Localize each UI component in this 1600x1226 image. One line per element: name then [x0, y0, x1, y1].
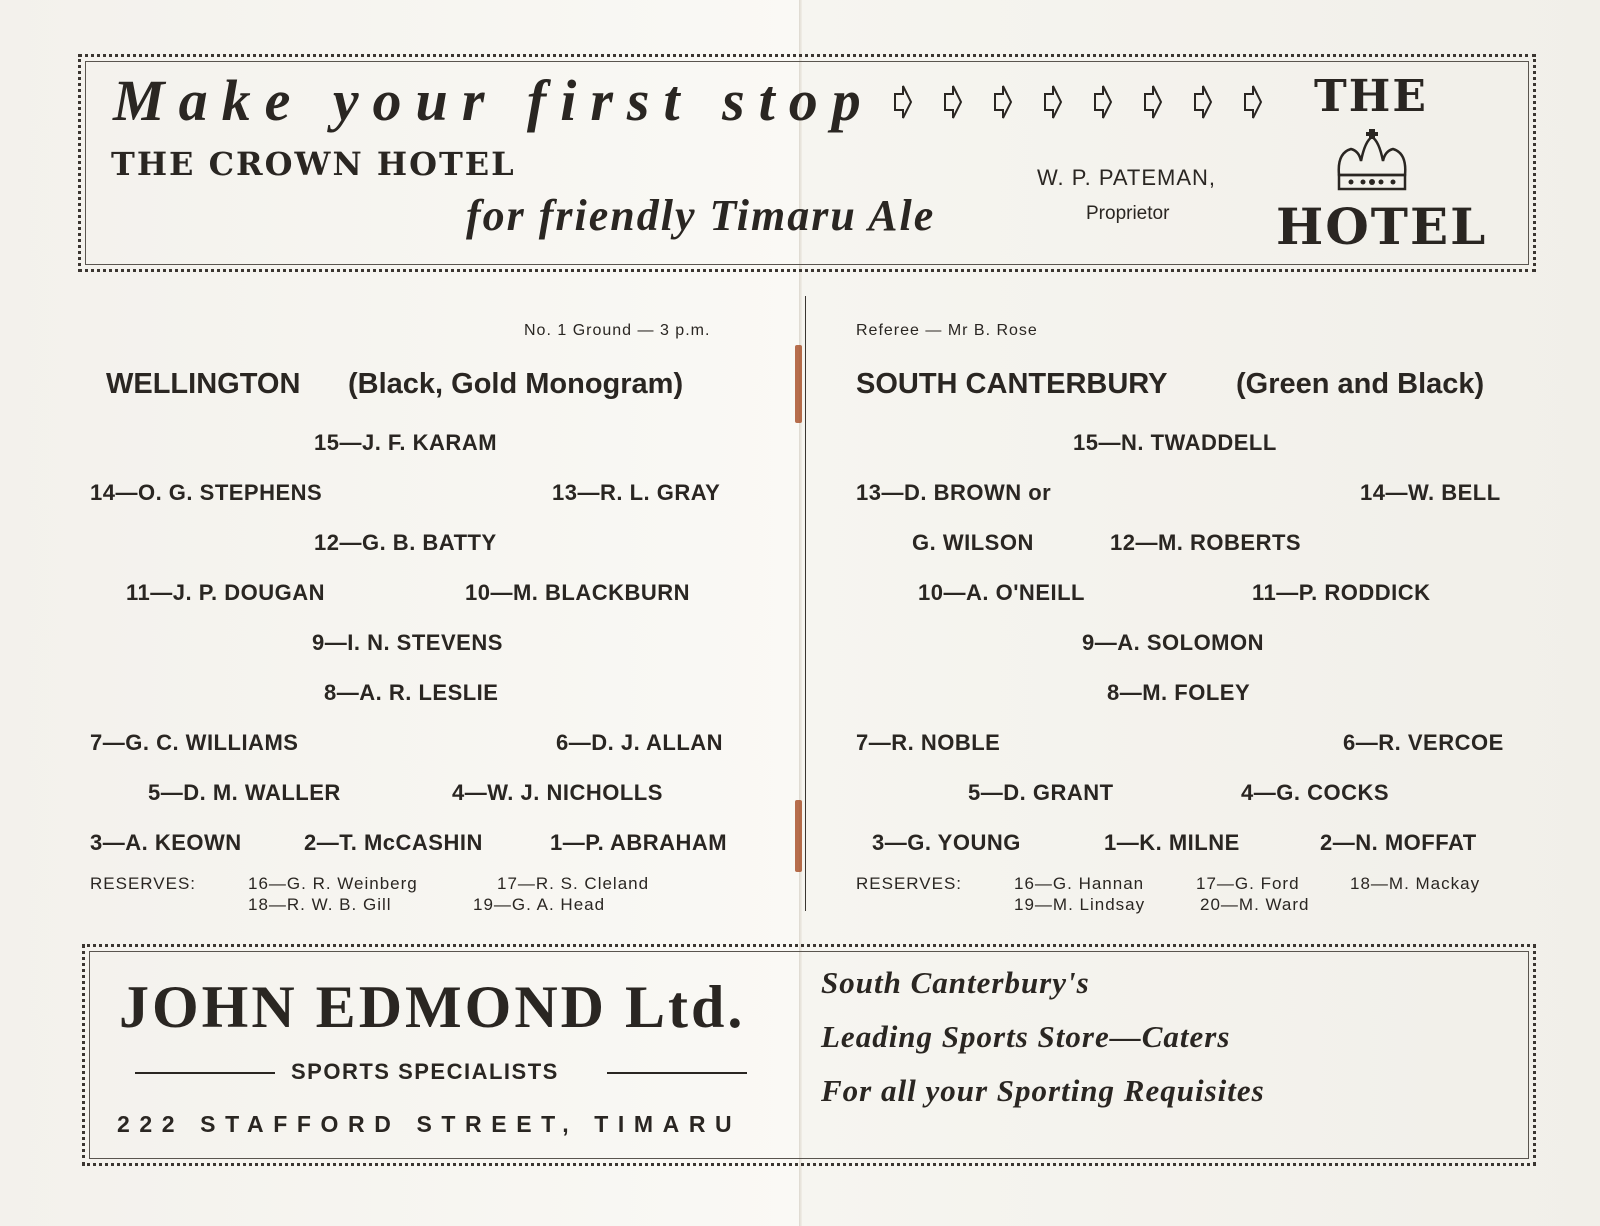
south-canterbury-player: 4—G. COCKS — [1241, 780, 1390, 805]
wellington-player: 7—G. C. WILLIAMS — [90, 730, 299, 755]
wellington-player: 13—R. L. GRAY — [552, 480, 721, 505]
ad-line-3: For all your Sporting Requisites — [821, 1073, 1265, 1108]
wellington-player: 8—A. R. LESLIE — [324, 680, 499, 705]
wellington-reserve: 18—R. W. B. Gill — [248, 895, 392, 914]
arrow-right-outline-icon — [1243, 83, 1263, 121]
proprietor-title: Proprietor — [1086, 203, 1170, 224]
wellington-player: 9—I. N. STEVENS — [312, 630, 503, 655]
crown-icon — [1333, 127, 1411, 195]
specialty-row — [135, 1059, 747, 1085]
south-canterbury-player: 5—D. GRANT — [968, 780, 1114, 805]
south-canterbury-player: 13—D. BROWN or — [856, 480, 1052, 505]
ad-line-1: South Canterbury's — [821, 965, 1090, 1000]
south-canterbury-player: 1—K. MILNE — [1104, 830, 1240, 855]
south-canterbury-player: 8—M. FOLEY — [1107, 680, 1251, 705]
arrow-right-outline-icon — [943, 83, 963, 121]
south-canterbury-player: 7—R. NOBLE — [856, 730, 1001, 755]
rule-left — [135, 1072, 275, 1074]
south-canterbury-player: 11—P. RODDICK — [1252, 580, 1431, 605]
arrow-right-outline-icon — [1193, 83, 1213, 121]
wellington-team-name: WELLINGTON — [106, 368, 301, 400]
south-canterbury-player: G. WILSON — [912, 530, 1034, 555]
wellington-player: 11—J. P. DOUGAN — [126, 580, 326, 605]
centre-divider — [805, 296, 806, 911]
south-canterbury-reserves-label: RESERVES: — [856, 874, 963, 893]
wellington-player: 15—J. F. KARAM — [314, 430, 498, 455]
staple-bottom — [795, 800, 802, 872]
south-canterbury-player: 6—R. VERCOE — [1343, 730, 1504, 755]
south-canterbury-player: 12—M. ROBERTS — [1110, 530, 1302, 555]
arrow-right-outline-icon — [993, 83, 1013, 121]
south-canterbury-player: 2—N. MOFFAT — [1320, 830, 1477, 855]
south-canterbury-player: 15—N. TWADDELL — [1073, 430, 1277, 455]
specialty-label: SPORTS SPECIALISTS — [291, 1059, 559, 1084]
arrow-right-outline-icon — [893, 83, 913, 121]
hotel-name: THE CROWN HOTEL — [111, 145, 516, 183]
rule-right — [607, 1072, 747, 1074]
south-canterbury-player: 9—A. SOLOMON — [1082, 630, 1265, 655]
proprietor-name: W. P. PATEMAN, — [1037, 165, 1217, 190]
wellington-player: 14—O. G. STEPHENS — [90, 480, 323, 505]
wellington-colours: (Black, Gold Monogram) — [348, 368, 684, 400]
wellington-player: 6—D. J. ALLAN — [556, 730, 724, 755]
wellington-player: 4—W. J. NICHOLLS — [452, 780, 663, 805]
ad-line-2: Leading Sports Store—Caters — [821, 1019, 1231, 1054]
wellington-reserves-label: RESERVES: — [90, 874, 197, 893]
ad-headline: Make your first stop — [113, 68, 875, 133]
ground-time: No. 1 Ground — 3 p.m. — [524, 322, 711, 339]
store-address: 222 STAFFORD STREET, TIMARU — [117, 1111, 742, 1137]
crown-hotel-ad — [78, 54, 1536, 272]
arrow-right-outline-icon — [1093, 83, 1113, 121]
ad-tagline: for friendly Timaru Ale — [466, 191, 936, 240]
wellington-player: 2—T. McCASHIN — [304, 830, 483, 855]
south-canterbury-reserve: 17—G. Ford — [1196, 874, 1300, 893]
south-canterbury-reserve: 18—M. Mackay — [1350, 874, 1481, 893]
south-canterbury-player: 10—A. O'NEILL — [918, 580, 1085, 605]
south-canterbury-player: 14—W. BELL — [1360, 480, 1501, 505]
referee: Referee — Mr B. Rose — [856, 322, 1038, 339]
logo-the: THE — [1314, 71, 1428, 122]
arrow-right-outline-icon — [1143, 83, 1163, 121]
wellington-player: 3—A. KEOWN — [90, 830, 242, 855]
company-name: JOHN EDMOND Ltd. — [119, 974, 746, 1040]
wellington-reserve: 19—G. A. Head — [473, 895, 606, 914]
wellington-reserve: 17—R. S. Cleland — [497, 874, 650, 893]
arrow-row — [893, 83, 1293, 121]
south-canterbury-team-name: SOUTH CANTERBURY — [856, 368, 1168, 400]
south-canterbury-player: 3—G. YOUNG — [872, 830, 1021, 855]
south-canterbury-reserve: 16—G. Hannan — [1014, 874, 1145, 893]
wellington-player: 5—D. M. WALLER — [148, 780, 341, 805]
arrow-right-outline-icon — [1043, 83, 1063, 121]
wellington-player: 10—M. BLACKBURN — [465, 580, 691, 605]
wellington-player: 12—G. B. BATTY — [314, 530, 497, 555]
south-canterbury-reserve: 19—M. Lindsay — [1014, 895, 1146, 914]
wellington-player: 1—P. ABRAHAM — [550, 830, 728, 855]
john-edmond-ad — [82, 944, 1536, 1166]
staple-top — [795, 345, 802, 423]
logo-hotel: HOTEL — [1276, 197, 1488, 256]
south-canterbury-reserve: 20—M. Ward — [1200, 895, 1310, 914]
south-canterbury-colours: (Green and Black) — [1236, 368, 1485, 400]
wellington-reserve: 16—G. R. Weinberg — [248, 874, 418, 893]
